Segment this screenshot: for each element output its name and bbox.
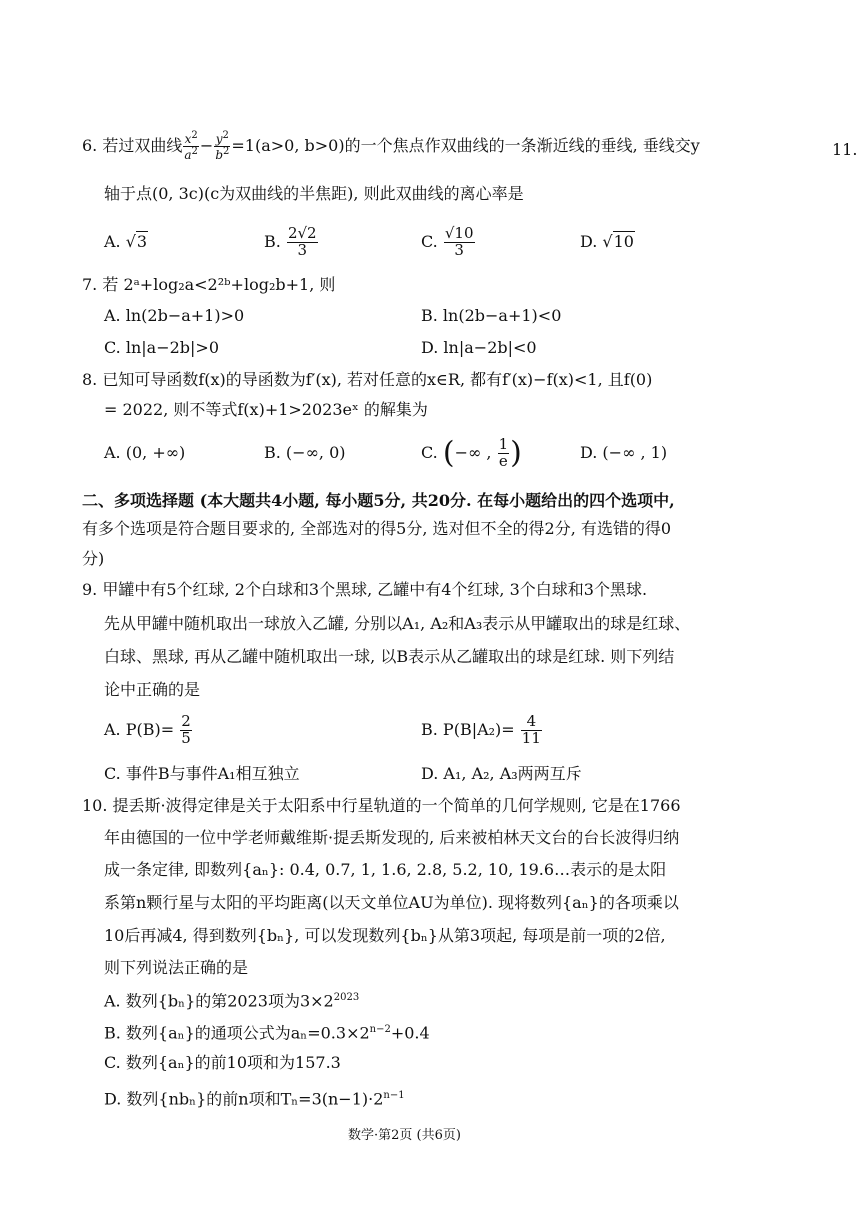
q10-line6: 则下列说法正确的是 (104, 958, 249, 977)
q8-option-d: D. (−∞ , 1) (580, 443, 668, 462)
q9-line2: 先从甲罐中随机取出一球放入乙罐, 分别以A₁, A₂和A₃表示从甲罐取出的球是红球、 (104, 614, 691, 633)
q9-option-b: B. P(B|A₂)= $\frac{4}{11}$ (421, 712, 541, 747)
q10-line2: 年由德国的一位中学老师戴维斯·提丢斯发现的, 后来被柏林天文台的台长波得归纳 (104, 828, 680, 847)
q8-line2: = 2022, 则不等式f(x)+1>2023eˣ 的解集为 (104, 400, 428, 419)
q10-line5: 10后再减4, 得到数列{bₙ}, 可以发现数列{bₙ}从第3项起, 每项是前一项的2倍, (104, 926, 666, 945)
q9-line3: 白球、黑球, 再从乙罐中随机取出一球, 以B表示从乙罐取出的球是红球. 则下列结 (104, 647, 675, 666)
q9-option-b-frac: $\frac{4}{11}$ (521, 712, 541, 747)
q10-option-c: C. 数列{aₙ}的前10项和为157.3 (104, 1053, 341, 1072)
margin-mark: 11. (832, 140, 858, 159)
q9-option-d: D. A₁, A₂, A₃两两互斥 (421, 764, 582, 783)
q10-option-a: A. 数列{bₙ}的第2023项为$3\times 2^{2023}$ (104, 991, 360, 1011)
q6-option-d: D. √10 (580, 232, 634, 251)
q9-option-a-frac: $\frac{2}{5}$ (181, 712, 191, 747)
q6-option-a: A. √3 (104, 232, 148, 251)
q10-line4: 系第n颗行星与太阳的平均距离(以天文单位AU为单位). 现将数列{aₙ}的各项乘以 (104, 893, 679, 912)
q6-stem-post: =1(a>0, b>0)的一个焦点作双曲线的一条渐近线的垂线, 垂线交y (231, 136, 700, 155)
q7-option-d: D. ln|a−2b|<0 (421, 338, 537, 357)
section2-line2: 有多个选项是符合题目要求的, 全部选对的得5分, 选对但不全的得2分, 有选错的得0 (82, 519, 672, 538)
q7-stem: 7. 若 2ᵃ+log₂a<2²ᵇ+log₂b+1, 则 (82, 275, 336, 294)
q9-line4: 论中正确的是 (104, 680, 201, 699)
q6-option-c: C. $\frac{√10}{3}$ (421, 224, 474, 259)
q8-option-a: A. (0, +∞) (104, 443, 186, 462)
q10-line3: 成一条定律, 即数列{aₙ}: 0.4, 0.7, 1, 1.6, 2.8, 5.2, 10, 19.6…表示的是太阳 (104, 860, 667, 879)
q6-number: 6. (82, 136, 98, 155)
q6-option-b-frac: $\frac{2√2}{3}$ (287, 224, 317, 259)
q8-number: 8. (82, 370, 98, 389)
q7-option-c: C. ln|a−2b|>0 (104, 338, 219, 357)
q7-option-b: B. ln(2b−a+1)<0 (421, 306, 562, 325)
q6-frac-x: $\frac{x^2}{a^2}$ (184, 130, 198, 162)
q6-option-b: B. $\frac{2√2}{3}$ (264, 224, 317, 259)
section2-line3: 分) (82, 549, 105, 568)
q8-option-c-frac: $\frac{1}{e}$ (498, 435, 509, 470)
section2-line1: 二、多项选择题 (本大题共4小题, 每小题5分, 共20分. 在每小题给出的四个选项中, (82, 491, 675, 510)
q7-option-a: A. ln(2b−a+1)>0 (104, 306, 245, 325)
q6-option-c-frac: $\frac{√10}{3}$ (444, 224, 474, 259)
q6-line2: 轴于点(0, 3c)(c为双曲线的半焦距), 则此双曲线的离心率是 (104, 184, 524, 203)
q10-line1: 10. 提丢斯·波得定律是关于太阳系中行星轨道的一个简单的几何学规则, 它是在1766 (82, 796, 681, 815)
q9-number: 9. (82, 580, 98, 599)
page-footer: 数学·第2页 (共6页) (348, 1128, 461, 1143)
q9-option-a: A. P(B)= $\frac{2}{5}$ (104, 712, 191, 747)
q8-option-b: B. (−∞, 0) (264, 443, 346, 462)
q8-line1: 8. 已知可导函数f(x)的导函数为f′(x), 若对任意的x∈R, 都有f′(x)−f(x)<1, 且f(0) (82, 370, 653, 389)
q10-number: 10. (82, 796, 108, 815)
q10-option-b: B. 数列{aₙ}的通项公式为$a_n=0.3\times 2^{n-2}+0.4$ (104, 1023, 430, 1043)
q6-stem-pre: 若过双曲线 (102, 136, 183, 155)
q9-option-c: C. 事件B与事件A₁相互独立 (104, 764, 300, 783)
q6-line1: 6. 若过双曲线 $\frac{x^2}{a^2}$ − $\frac{y^2}{b^2}$ =1(a>0, b>0)的一个焦点作双曲线的一条渐近线的垂线, 垂线交y (82, 130, 700, 162)
q10-option-d: D. 数列{nbₙ}的前n项和$T_n=3(n-1)\cdot 2^{n-1}$ (104, 1089, 405, 1109)
q6-frac-y: $\frac{y^2}{b^2}$ (215, 130, 230, 162)
q8-option-c: C. (−∞ , $\frac{1}{e}$ ) (421, 435, 522, 471)
q7-number: 7. (82, 275, 98, 294)
q9-line1: 9. 甲罐中有5个红球, 2个白球和3个黑球, 乙罐中有4个红球, 3个白球和3个黑球. (82, 580, 648, 599)
